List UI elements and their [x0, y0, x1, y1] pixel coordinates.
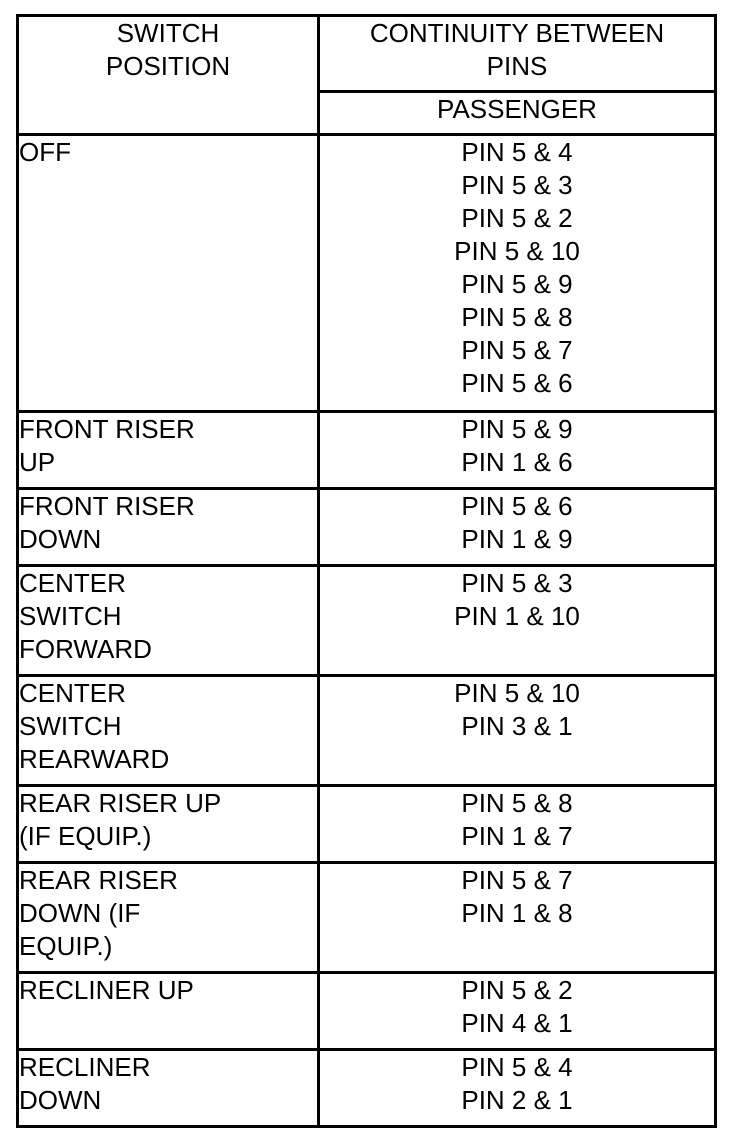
- switch-position-text: UP: [19, 447, 56, 477]
- header-switch-position-line: POSITION: [105, 51, 231, 81]
- switch-position-text: OFF: [19, 137, 71, 167]
- switch-position-text: REAR RISER UP: [19, 788, 222, 818]
- pin-pair: PIN 5 & 7: [461, 865, 573, 895]
- table-row: [18, 786, 716, 863]
- pin-pair: PIN 1 & 10: [454, 601, 580, 631]
- switch-position-text: REAR RISER: [19, 865, 178, 895]
- table-row: [18, 1050, 716, 1127]
- pin-pair: PIN 5 & 8: [461, 788, 573, 818]
- table-row: [18, 566, 716, 676]
- switch-position-cell: [18, 973, 319, 1050]
- switch-position-text: FORWARD: [19, 634, 152, 664]
- pin-continuity-cell: [319, 566, 716, 676]
- pin-pair: PIN 5 & 10: [454, 678, 580, 708]
- switch-position-cell: [18, 566, 319, 676]
- switch-position-text: DOWN: [19, 524, 102, 554]
- switch-position-text: RECLINER: [19, 1052, 151, 1082]
- table-row: [18, 489, 716, 566]
- table-row: [18, 863, 716, 973]
- pin-pair: PIN 5 & 6: [461, 368, 573, 398]
- pin-pair: PIN 5 & 3: [461, 170, 573, 200]
- switch-position-text: CENTER: [19, 568, 126, 598]
- switch-position-text: DOWN (IF: [19, 898, 141, 928]
- header-switch-position-line: SWITCH: [116, 18, 220, 48]
- table-row: [18, 676, 716, 786]
- pin-continuity-cell: [319, 135, 716, 412]
- header-continuity-line: PINS: [486, 51, 548, 81]
- pin-pair: PIN 5 & 4: [461, 1052, 573, 1082]
- switch-position-cell: [18, 135, 319, 412]
- switch-position-text: SWITCH: [19, 601, 122, 631]
- switch-position-text: RECLINER UP: [19, 975, 194, 1005]
- switch-continuity-table: [16, 14, 717, 1128]
- header-continuity: [319, 16, 716, 92]
- pin-pair: PIN 4 & 1: [461, 1008, 573, 1038]
- switch-position-text: EQUIP.): [19, 931, 113, 961]
- switch-position-text: CENTER: [19, 678, 126, 708]
- switch-position-cell: [18, 412, 319, 489]
- pin-continuity-cell: [319, 676, 716, 786]
- pin-pair: PIN 5 & 2: [461, 975, 573, 1005]
- switch-position-text: FRONT RISER: [19, 491, 195, 521]
- table-row: [18, 135, 716, 412]
- pin-continuity-cell: [319, 412, 716, 489]
- pin-pair: PIN 5 & 6: [461, 491, 573, 521]
- header-switch-position: [18, 16, 319, 135]
- header-continuity-line: CONTINUITY BETWEEN: [369, 18, 665, 48]
- pin-pair: PIN 3 & 1: [461, 711, 573, 741]
- pin-pair: PIN 5 & 10: [454, 236, 580, 266]
- pin-pair: PIN 5 & 8: [461, 302, 573, 332]
- switch-position-cell: [18, 786, 319, 863]
- pin-pair: PIN 1 & 7: [461, 821, 573, 851]
- switch-position-cell: [18, 863, 319, 973]
- header-row: [18, 16, 716, 92]
- switch-position-text: (IF EQUIP.): [19, 821, 152, 851]
- table-row: [18, 973, 716, 1050]
- switch-position-text: REARWARD: [19, 744, 170, 774]
- pin-continuity-cell: [319, 489, 716, 566]
- pin-continuity-cell: [319, 786, 716, 863]
- switch-continuity-table-container: [16, 14, 714, 1122]
- pin-pair: PIN 1 & 8: [461, 898, 573, 928]
- pin-pair: PIN 5 & 3: [461, 568, 573, 598]
- switch-position-text: SWITCH: [19, 711, 122, 741]
- switch-position-text: DOWN: [19, 1085, 102, 1115]
- pin-pair: PIN 5 & 9: [461, 269, 573, 299]
- pin-pair: PIN 5 & 9: [461, 414, 573, 444]
- pin-pair: PIN 2 & 1: [461, 1085, 573, 1115]
- switch-position-cell: [18, 676, 319, 786]
- switch-position-cell: [18, 1050, 319, 1127]
- pin-pair: PIN 5 & 2: [461, 203, 573, 233]
- pin-pair: PIN 1 & 9: [461, 524, 573, 554]
- pin-pair: PIN 5 & 7: [461, 335, 573, 365]
- switch-position-cell: [18, 489, 319, 566]
- pin-pair: PIN 5 & 4: [461, 137, 573, 167]
- pin-continuity-cell: [319, 973, 716, 1050]
- pin-pair: PIN 1 & 6: [461, 447, 573, 477]
- pin-continuity-cell: [319, 1050, 716, 1127]
- switch-position-text: FRONT RISER: [19, 414, 195, 444]
- table-row: [18, 412, 716, 489]
- header-passenger: PASSENGER: [319, 92, 716, 135]
- pin-continuity-cell: [319, 863, 716, 973]
